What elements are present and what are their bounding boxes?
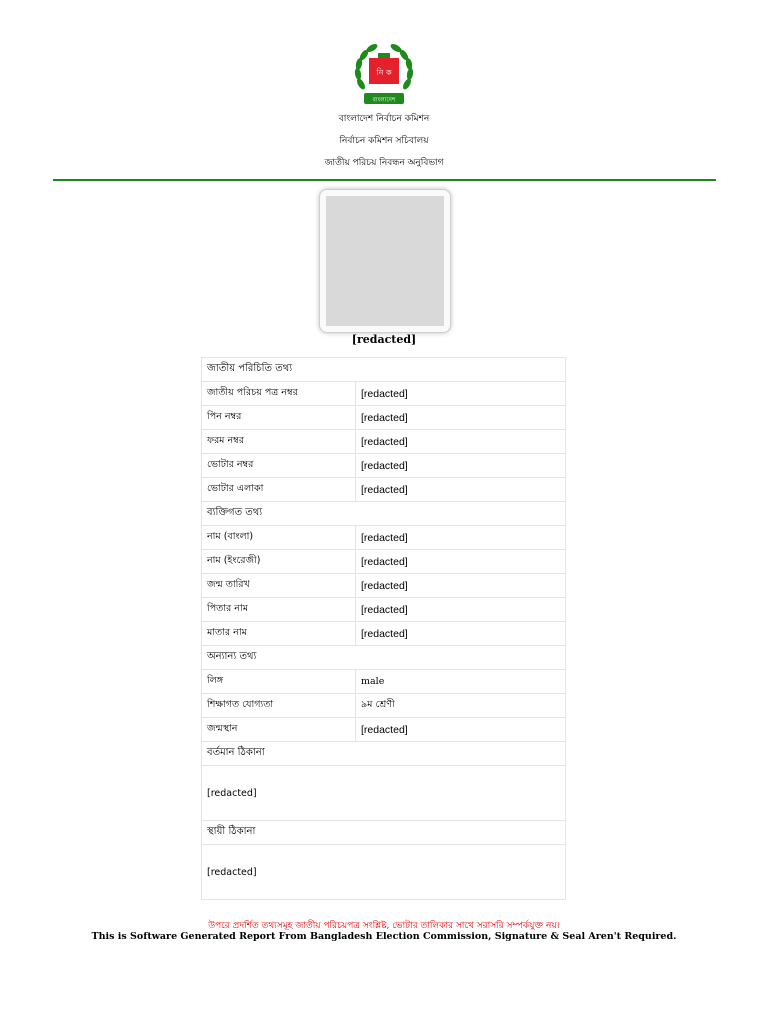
info-table: [201, 357, 566, 900]
table-row: [202, 430, 566, 454]
row-value: [redacted]: [356, 550, 566, 574]
table-row: [202, 550, 566, 574]
table-row: [202, 574, 566, 598]
row-value: [redacted]: [356, 598, 566, 622]
division-name: জাতীয় পরিচয় নিবন্ধন অনুবিভাগ: [324, 158, 444, 168]
report-header: [0, 40, 768, 169]
row-label: ফরম নম্বর: [202, 430, 356, 454]
section-header: অন্যান্য তথ্য: [202, 646, 566, 670]
section-header: স্থায়ী ঠিকানা: [202, 821, 566, 845]
row-value: [redacted]: [356, 718, 566, 742]
row-value: ৯ম শ্রেণী: [356, 694, 566, 718]
row-value: male: [356, 670, 566, 694]
row-value: [redacted]: [356, 454, 566, 478]
table-row: [202, 478, 566, 502]
section-header: ব্যক্তিগত তথ্য: [202, 502, 566, 526]
row-label: ভোটার নম্বর: [202, 454, 356, 478]
table-row: [202, 694, 566, 718]
row-label: জন্মস্থান: [202, 718, 356, 742]
person-name: [redacted]: [351, 333, 417, 346]
footer-software-note: This is Software Generated Report From Bangladesh Election Commission, Signature & Seal Aren't Required.: [91, 931, 677, 942]
logo-box-label: নি ক: [376, 68, 392, 77]
permanent-address: [redacted]: [202, 845, 566, 900]
table-row: [202, 598, 566, 622]
table-row: [202, 622, 566, 646]
secretariat-name: নির্বাচন কমিশন সচিবালয়: [339, 136, 429, 146]
row-label: জন্ম তারিখ: [202, 574, 356, 598]
table-row: [202, 670, 566, 694]
row-label: শিক্ষাগত যোগ্যতা: [202, 694, 356, 718]
row-value: [redacted]: [356, 622, 566, 646]
logo-ribbon-label: বাংলাদেশ: [372, 96, 396, 104]
address-row: [202, 845, 566, 900]
row-label: জাতীয় পরিচয় পত্র নম্বর: [202, 382, 356, 406]
table-row: [202, 382, 566, 406]
election-commission-logo: [352, 40, 416, 108]
row-value: [redacted]: [356, 574, 566, 598]
present-address: [redacted]: [202, 766, 566, 821]
header-divider: [53, 179, 716, 181]
row-label: নাম (বাংলা): [202, 526, 356, 550]
footer-disclaimer: উপরে প্রদর্শিত তথ্যসমূহ জাতীয় পরিচয়পত্র সংশ্লিষ্ট, ভোটার তালিকার সাথে সরাসরি সম্পর্কযুক্ত নয়।: [208, 921, 560, 931]
section-header: বর্তমান ঠিকানা: [202, 742, 566, 766]
row-value: [redacted]: [356, 406, 566, 430]
section-header: জাতীয় পরিচিতি তথ্য: [202, 358, 566, 382]
portrait-placeholder: [326, 196, 444, 326]
table-row: [202, 526, 566, 550]
row-label: পিন নম্বর: [202, 406, 356, 430]
commission-name: বাংলাদেশ নির্বাচন কমিশন: [338, 114, 430, 124]
row-value: [redacted]: [356, 430, 566, 454]
table-row: [202, 406, 566, 430]
row-label: নাম (ইংরেজী): [202, 550, 356, 574]
photo-frame: [319, 189, 451, 333]
address-row: [202, 766, 566, 821]
row-label: মাতার নাম: [202, 622, 356, 646]
row-label: পিতার নাম: [202, 598, 356, 622]
row-value: [redacted]: [356, 526, 566, 550]
table-row: [202, 454, 566, 478]
table-row: [202, 718, 566, 742]
row-label: লিঙ্গ: [202, 670, 356, 694]
row-value: [redacted]: [356, 478, 566, 502]
row-value: [redacted]: [356, 382, 566, 406]
row-label: ভোটার এলাকা: [202, 478, 356, 502]
